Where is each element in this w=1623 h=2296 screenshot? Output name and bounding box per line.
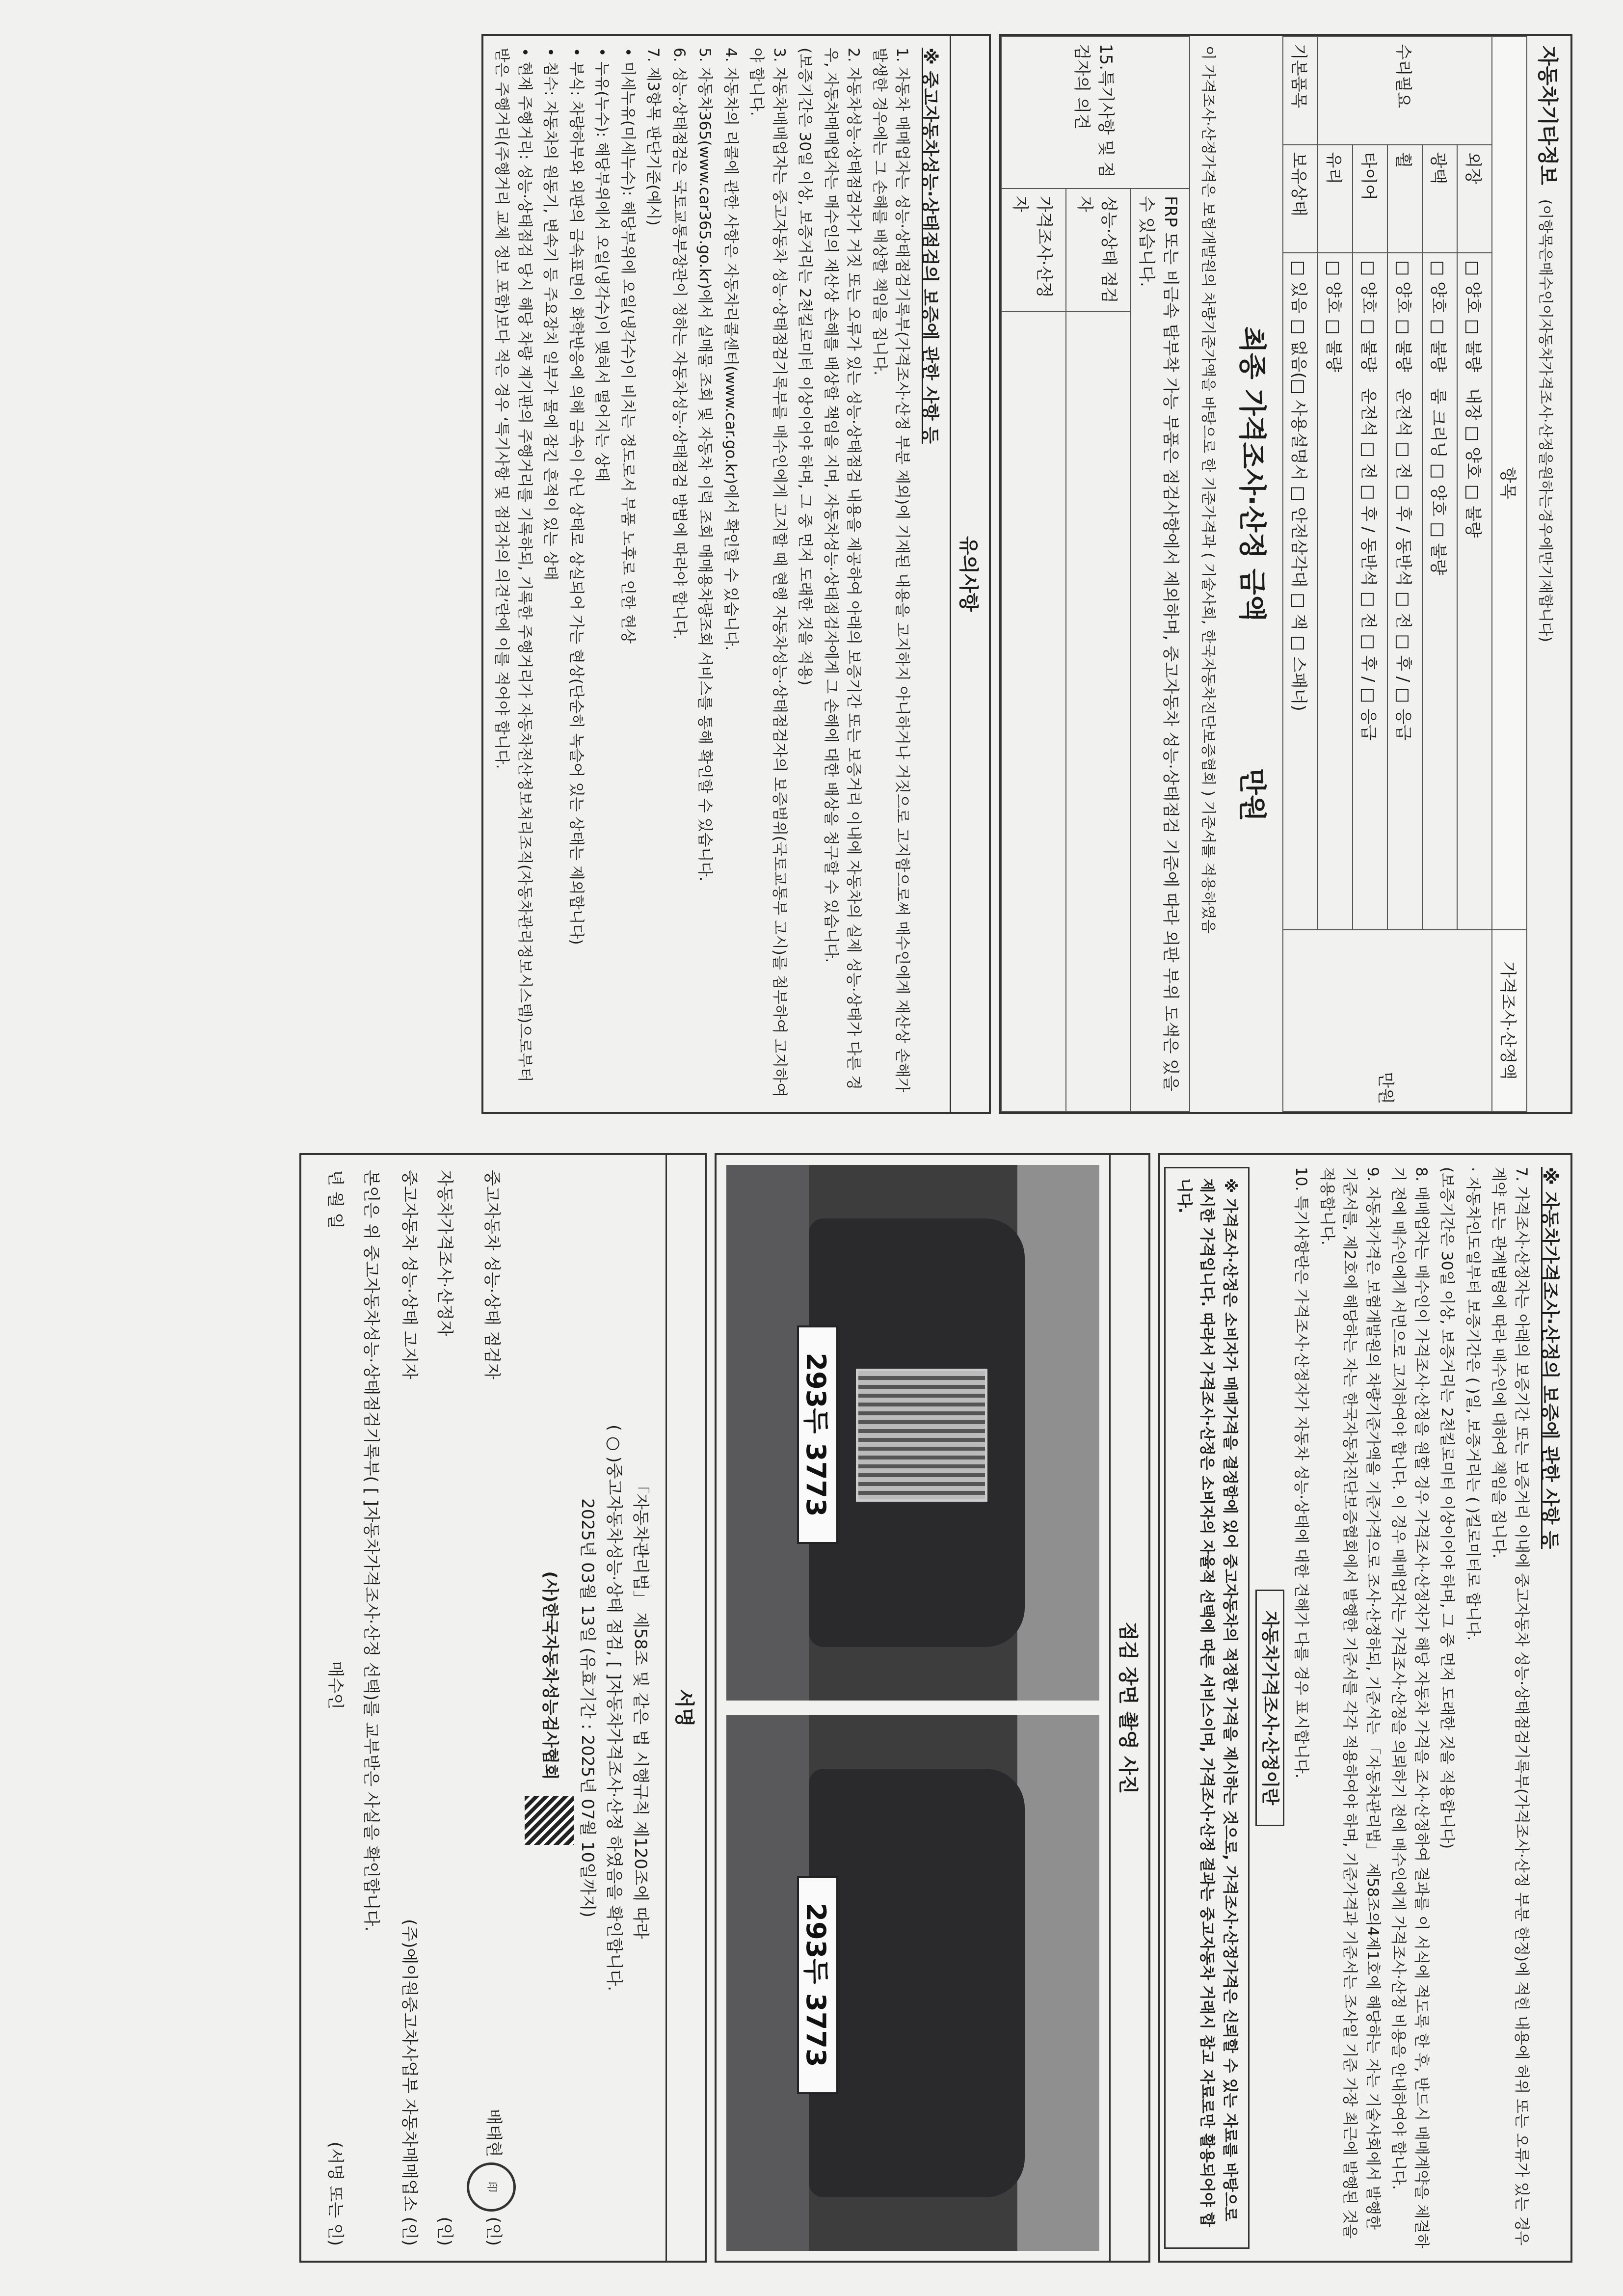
notifier-sign	[396, 1919, 422, 2246]
row-options-text: □ 양호 □ 불량	[1393, 260, 1413, 372]
right-panel	[51, 1153, 1572, 2263]
vehicle-other-info-table	[1282, 36, 1527, 1112]
special-opinion-label: 15.특기사항 및 점검자의 의견	[1001, 36, 1190, 189]
inspector-row-label: 성능·상태 점검자	[1066, 189, 1131, 311]
special-opinion-table	[1001, 36, 1190, 1112]
row-name: 외장	[1457, 144, 1492, 253]
signature-title: 서명	[665, 1155, 705, 2261]
price-cell	[1283, 929, 1492, 1111]
buyer-sign: (서명 또는 인)	[325, 2141, 345, 2246]
caution-item: 6. 성능·상태점검은 국토교통부장관이 정하는 자동차성능·상태점검 방법에 따라야 합니다.	[670, 47, 688, 640]
license-plate: 293두 3773	[797, 1876, 838, 2094]
row-options-text: □ 양호 □ 불량	[1358, 260, 1378, 372]
signature-body	[301, 1155, 665, 2261]
row-name: 광택	[1422, 144, 1457, 253]
inspector-name: 배태현	[483, 2108, 504, 2157]
seal-stamp-icon: 印	[467, 2162, 516, 2211]
inspection-photo-front	[726, 1165, 1099, 1701]
left-panel	[51, 34, 1572, 1114]
row-options	[1457, 253, 1492, 930]
cautions-subtitle: ※ 중고자동차성능·상태점검의 보증에 관한 사항 등	[920, 47, 940, 444]
photos-row	[717, 1155, 1109, 2261]
notifier-name: (주)에이원중고차사업부 자동차매매업소	[399, 1918, 419, 2212]
pricer-row-value	[1001, 311, 1066, 1111]
pricer-row	[431, 1170, 457, 2246]
final-price-unit: 만원	[1235, 768, 1268, 821]
row-name: 유리	[1318, 144, 1353, 253]
row-options-text: □ 양호 □ 불량	[1463, 260, 1483, 372]
notifier-label: 중고자동차 성능·상태 고지자	[399, 1169, 419, 1379]
check-text: ( ○ )중고자동차성능·상태 점검, [ ]자동차가격조사·산정 하였음을 확인합니다.	[604, 1424, 624, 1991]
special-opinion-text: FRP 또는 비금속 탑부착 가능 부품은 점검사항에서 제외하며, 중고자동차 성능·상태점검 기준에 따라 외판 부위 도색은 있을 수 있습니다.	[1131, 189, 1190, 1111]
cautions-section	[481, 34, 991, 1114]
row-options	[1353, 253, 1387, 930]
row-name: 휠	[1387, 144, 1422, 253]
header-price: 가격조사·산정액	[1492, 929, 1527, 1111]
inspector-row-value	[1066, 311, 1131, 1111]
warranty-body	[1160, 1155, 1570, 2261]
cautions-title: 유의사항	[950, 36, 989, 1112]
final-price-note: 이 가격조사·산정가격은 보험개발원의 차량기준가액을 바탕으로 한 기준가격과 ( 기술사회, 한국자동차진단보증협회 ) 기준서를 적용하였음	[1199, 45, 1217, 934]
inspection-photo-rear	[726, 1715, 1099, 2251]
row-options2-text: □ 양호 □ 불량	[1428, 463, 1448, 575]
notifier-row	[396, 1170, 422, 2246]
owned-options: □ 있음 □ 없음(□ 사용설명서 □ 안전삼각대 □ 잭 □ 스패너)	[1283, 253, 1318, 930]
caution-item: • 미세누유(미세누수): 해당부위에 오일(냉각수)이 비치는 정도로서 부품 노후로 인한 현상	[618, 47, 637, 644]
row-options-text: □ 양호 □ 불량	[1428, 260, 1448, 372]
vehicle-other-info-subtitle: (이항목은매수인이자동차가격조사·산정을원하는경우에만기재합니다)	[1536, 199, 1554, 642]
inspector-sign	[467, 2108, 516, 2246]
caution-item: 7. 제3항목 판단기준(예시)	[644, 47, 662, 226]
photo-floor	[726, 1165, 808, 1701]
warranty-item: 7. 가격조사·산정자는 아래의 보증기간 또는 보증거리 이내에 중고자동차 성능·상태점검기록부(가격조사·산정 부분 한정)에 적힌 내용에 허위 또는 오류가 있는 경우 계약 또는 관계법령에 따라 매수인에 대하여 책임을 집니다.	[1490, 1166, 1530, 2245]
warranty-item: · 자동차인도일부터 보증기간은 ( )일, 보증거리는 ( )킬로미터로 합니다.	[1463, 1166, 1482, 1641]
car-grille	[856, 1368, 987, 1502]
caution-item: 4. 자동차의 리콜에 관한 사항은 자동차리콜센터(www.car.go.kr)에서 확인할 수 있습니다.	[721, 47, 740, 650]
pricer-seal-text: (인)	[434, 2216, 454, 2246]
photo-wall	[1017, 1165, 1099, 1701]
photos-title: 점검 장면 촬영 사진	[1109, 1155, 1148, 2261]
warranty-item: 8. 매매업자는 매수인이 가격조사·산정을 원할 경우 가격조사·산정자가 해당 자동차 가격을 조사·산정하여 결과를 이 서식에 적도록 한 후, 반드시 매매계약을 체결하기 전에 매수인에게 서면으로 고지하여야 합니다. 이 경우 매매업자는 가격조사·산정을 의뢰하기 전에 매수인에게 가격조사·산정 비용을 안내하여야 합니다.	[1389, 1166, 1430, 2248]
caution-item: • 침수: 자동차의 원동기, 변속기 등 주요장치 일부가 물에 잠긴 흔적이 있는 상태	[541, 47, 559, 580]
org-row	[525, 1170, 574, 2246]
date-text: 2025년 03월 13일 (유효기간 : 2025년 07월 10일까지)	[577, 1498, 597, 1918]
photos-section	[715, 1153, 1150, 2263]
row-name2: 운전석 □ 전 □ 후 / 동반석 □ 전 □ 후 / □ 응급	[1358, 388, 1378, 741]
receipt-date: 년 월 일	[325, 1169, 345, 1229]
notifier-seal-text: (인)	[399, 2216, 419, 2246]
final-price-label: 최종 가격조사·산정 금액	[1235, 326, 1268, 621]
vehicle-other-info-title: 자동차기타정보	[1535, 45, 1560, 185]
price-unit: 만원	[1376, 1071, 1395, 1104]
repair-required-label: 수리필요	[1318, 36, 1492, 145]
pricer-label: 자동차가격조사·산정자	[434, 1169, 454, 1336]
photo-floor	[726, 1715, 808, 2251]
vehicle-other-info-section	[999, 34, 1572, 1114]
car-body	[808, 1769, 1025, 2197]
inspector-seal-text: (인)	[483, 2216, 504, 2246]
caution-item: 1. 자동차 매매업자는 성능·상태점검기록부(가격조사·산정 부분 제외)에 기재된 내용을 고지하지 아니하거나 거짓으로 고지함으로써 매수인에게 재산상 손해가 발생한 경우에는 그 손해를 배상할 책임을 집니다.	[870, 47, 911, 1092]
header-item: 항목	[1492, 36, 1527, 930]
document-sheet	[41, 24, 1582, 2272]
owned-label: 보유상태	[1283, 144, 1318, 253]
cautions-body	[483, 36, 950, 1112]
org-name: (사)한국자동차성능검사협회	[540, 1570, 560, 1780]
photo-wall	[1017, 1715, 1099, 2251]
caution-item: • 현재 주행거리: 성능·상태점검 당시 해당 차량 계기판의 주행거리를 기록하되, 기록한 주행거리가 자동차전산정보처리조직(자동차관리정보시스템)으로부터 받은 주행거리(주행거리 교체 정보 포함)보다 적은 경우 ‘특기사항 및 점검자의 의견’란에 이를 적어야 합니다.	[493, 47, 533, 1082]
warranty-item: 10. 특기사항란은 가격조사·산정자가 자동차 성능·상태에 대한 견해가 다를 경우 표시합니다.	[1292, 1166, 1310, 1779]
buyer-label: 매수인	[325, 1661, 345, 1709]
final-price-row	[1225, 36, 1282, 1112]
row-name2: 내장	[1463, 388, 1483, 420]
inspector-row	[467, 1170, 516, 2246]
signature-section	[299, 1153, 707, 2263]
row-options	[1387, 253, 1422, 930]
basic-items-label: 기본품목	[1283, 36, 1318, 145]
warranty-item: (보증기간은 30일 이상, 보증거리는 2천킬로미터 이상이어야 하며, 그 중 먼저 도래한 것을 적용합니다)	[1438, 1166, 1456, 1849]
receipt-text: 본인은 위 중고자동차성능·상태점검기록부( [ ]자동차가격조사·산정 선택)를 교부받은 사실을 확인합니다.	[361, 1169, 381, 1931]
caution-item: • 부식: 차량하부와 외판의 금속표면이 화학반응에 의해 금속이 아닌 상태로 상실되어 가는 현상(단순히 녹슬어 있는 상태는 제외합니다)	[567, 47, 585, 945]
warranty-item: 9. 자동차가격은 보험개발원의 차량기준가액을 기준가격으로 조사·산정하되, 기준서는 「자동차관리법」 제58조의4제1호에 해당하는 자는 기술사회에서 발행한 기준서를, 제2호에 해당하는 자는 한국자동차진단보증협회에서 발행한 기준서를 각각 적용하여야 하며, 기준가격과 기준서는 조사일 기준 가장 최근에 발행된 것을 적용합니다.	[1318, 1166, 1382, 2239]
warranty-section	[1158, 1153, 1572, 2263]
warranty-box-title-wrap	[1256, 1167, 1283, 2249]
row-options: □ 양호 □ 불량	[1318, 253, 1353, 930]
qr-code-icon	[525, 1795, 574, 1844]
caution-item: (보증기간은 30일 이상, 보증거리는 2천킬로미터 이상이어야 하며, 그 중 먼저 도래한 것을 적용)	[796, 47, 814, 685]
inspector-label: 중고자동차 성능·상태 점검자	[481, 1169, 502, 1379]
buyer-row	[321, 1170, 348, 2246]
license-plate: 293두 3773	[797, 1325, 838, 1543]
law-text: 「자동차관리법」 제58조 및 같은 법 시행규칙 제120조에 따라	[631, 1476, 650, 1939]
caution-item: 3. 자동차매매업자는 중고자동차 성능·상태점검기록부를 매수인에게 고지할 때 현행 자동차성능·상태점검자의 보증범위(국토교통부 고시)를 첨부하여 고지하여야 합니다.	[747, 47, 788, 1097]
warranty-box-text: ※ 가격조사·산정은 소비자가 매매가격을 결정함에 있어 중고자동차의 적정한 가격을 제시하는 것으로, 가격조사·산정가격은 신뢰할 수 있는 자료를 바탕으로 제시한 가격입니다. 따라서 가격조사·산정은 소비자의 자율적 선택에 따른 서비스이며, 가격조사·산정 결과는 중고자동차 거래시 참고 자료로만 활용되어야 합니다.	[1164, 1167, 1250, 2249]
row-options2-text: □ 양호 □ 불량	[1463, 425, 1483, 538]
section-title	[1527, 36, 1570, 1112]
row-name2: 룸 크리닝	[1428, 388, 1448, 458]
warranty-box-title: 자동차가격조사·산정이란	[1255, 1589, 1284, 1826]
pricer-row-label: 가격조사·산정자	[1001, 189, 1066, 311]
caution-item: 2. 자동차성능·상태점검자가 거짓 또는 오류가 있는 성능·상태점검 내용을 제공하여 아래의 보증기간 또는 보증거리 이내에 자동차의 실제 성능·상태가 다른 경우, 자동차매매업자는 매수인의 재산상 손해를 배상할 책임을 지며, 자동차성능·상태점검자에게 그 손해에 대한 배상을 청구할 수 있습니다.	[822, 47, 862, 1090]
row-options	[1422, 253, 1457, 930]
row-name: 타이어	[1353, 144, 1387, 253]
row-name2: 운전석 □ 전 □ 후 / 동반석 □ 전 □ 후 / □ 응급	[1393, 388, 1413, 741]
warranty-title: ※ 자동차가격조사·산정의 보증에 관한 사항 등	[1539, 1166, 1561, 1549]
caution-item: 5. 자동차365(www.car365.go.kr)에서 실매물 조회 및 자동차 이력 조회 매매용차량조회 서비스를 통해 확인할 수 있습니다.	[696, 47, 714, 881]
caution-item: • 누유(누수): 해당부위에서 오일(냉각수)이 맺혀서 떨어지는 상태	[593, 47, 611, 482]
